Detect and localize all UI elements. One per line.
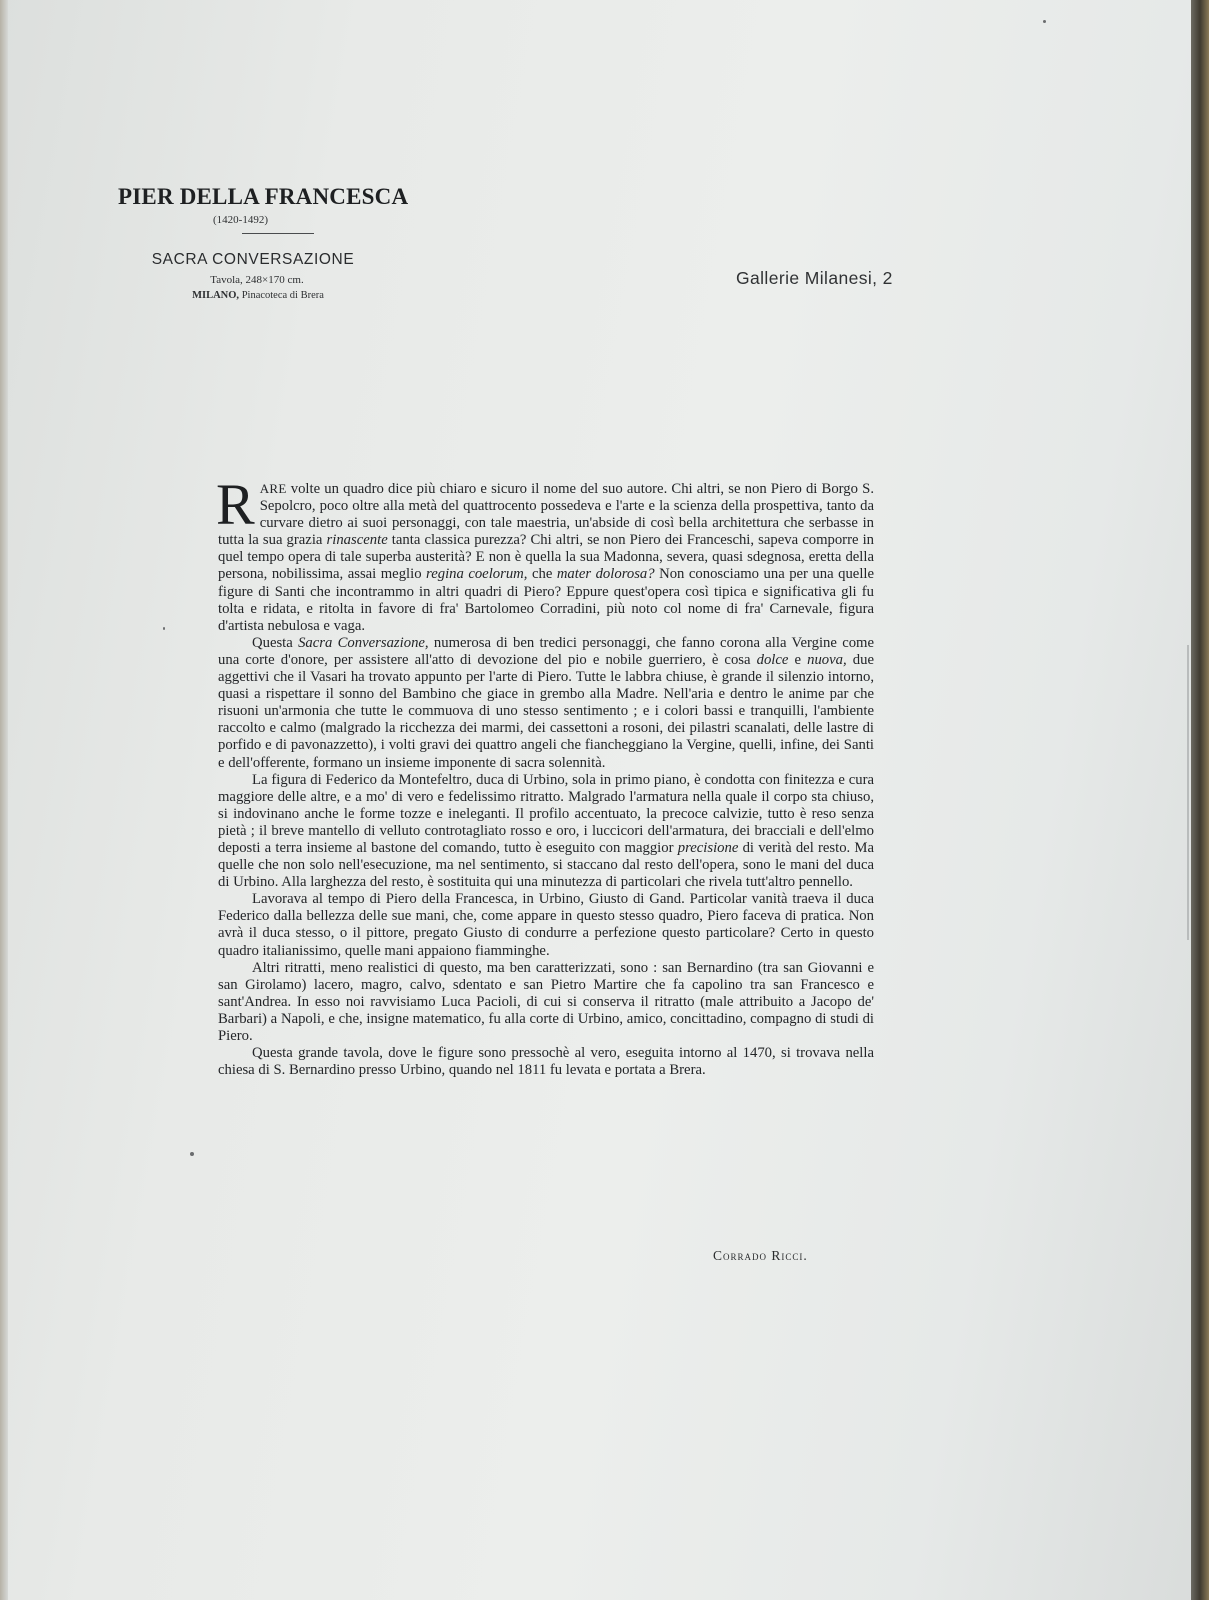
- text-run: Non conosciamo una per una quelle figure di Santi che incontrammo in altri quadri di Piero? Eppure quest'opera così tipica e significativa gli fu tolta e ridata, e ritolta in favore di fra' Bartolomeo Corradini, più noto col nome di fra' Carnevale, figura d'artista nebulosa e vaga.: [218, 566, 875, 634]
- text-run: che: [527, 566, 557, 583]
- italic-run: nuova,: [807, 651, 847, 668]
- text-run: Questa: [252, 634, 299, 651]
- text-run: due aggettivi che il Vasari ha trovato appunto per l'arte di Piero. Tutte le labbra chiuse, è grande il silenzio intorno, quasi a rispettare il sonno del Bambino che giace in grembo alla Madre. Nell'aria e dentro le anime par che risuoni un'armonia che tutte le commuova di uno stesso sentimento ; e i colori bassi e tranquilli, l'ambiente raccolto e calmo (malgrado la ricchezza dei marmi, dei cassettoni a rosoni, dei pilastri scanalati, delle lastre di porfido e di pavonazzetto), i volti gravi dei quattro angeli che fiancheggiano la Vergine, quelli, infine, dei Santi e dell'offerente, formano un insieme imponente di sacra solennità.: [218, 651, 874, 771]
- artwork-header: [108, 184, 428, 301]
- header-divider: [242, 233, 314, 234]
- text-run: di verità del resto. Ma quelle che non solo nell'esecuzione, ma nel sentimento, si staccano dal resto dell'opera, sono le mani del duca di Urbino. Alla larghezza del resto, è sostituita qui una minutezza di particolari che rivela tutt'altro pennello.: [218, 839, 875, 891]
- text-run: volte un quadro dice più chiaro e sicuro il nome del suo autore. Chi altri, se non Piero di Borgo S. Sepolcro, poco oltre alla metà del quattrocento possedeva e l'arte e la scienza della prospettiva, tanto da curvare dietro ai suoi personaggi, con tale maestria, un'abside di così bella architettura che serbasse in tutta la sua grazia: [218, 481, 874, 549]
- italic-run: dolce: [756, 651, 789, 668]
- italic-run: mater dolorosa?: [556, 566, 655, 583]
- paragraph-1: [216, 472, 875, 635]
- work-location: [88, 290, 428, 301]
- series-title: Gallerie Milanesi, 2: [736, 268, 893, 288]
- text-run: La figura di Federico da Montefeltro, duca di Urbino, sola in primo piano, è condotta con finitezza e cura maggiore delle altre, e a mo' di vero e fedelissimo ritratto. Malgrado l'armatura nella quale il corpo sta chiuso, si indovinano anche le forme tozze e ineleganti. Il profilo accentuato, la precoce calvizie, tutto è reso senza pietà ; il breve mantello di velluto controtagliato rosso e oro, i luccicori dell'armatura, dei bracciali e dell'elmo deposti a terra insieme al bastone del comando, tutto è eseguito con maggior: [218, 771, 874, 856]
- drop-cap: R: [216, 472, 255, 537]
- author-signature: Corrado Ricci.: [713, 1248, 808, 1263]
- paper-speck: [163, 627, 165, 630]
- italic-run: Sacra Conversazione,: [298, 634, 429, 651]
- paragraph-5: Altri ritratti, meno realistici di questo, ma ben caratterizzati, sono : san Bernardino (tra san Giovanni e san Girolamo) lacero, magro, calvo, sdentato e san Pietro Martire che fa capolino tra san Francesco e sant'Andrea. In esso noi ravvisiamo Luca Pacioli, di cui si conserva il ritratto (male attribuito a Jacopo de' Barbari) a Napoli, e che, insigne matematico, fu alla corte di Urbino, amico, concittadino, compagno di studi di Piero.: [218, 959, 874, 1044]
- artist-name: PIER DELLA FRANCESCA: [118, 184, 409, 209]
- paper-speck: [1043, 20, 1046, 23]
- work-medium: Tavola, 248×170 cm.: [210, 274, 304, 286]
- margin-rule: [1187, 645, 1189, 940]
- book-edge: [1191, 0, 1209, 1600]
- paragraph-3: [218, 772, 874, 892]
- text-run: numerosa di ben tredici personaggi, che fanno corona alla Vergine come una corte d'onore, per assistere all'atto di devozione del pio e nobile guerriero, è cosa: [218, 634, 874, 668]
- paragraph-2: [218, 635, 874, 772]
- text-run: tanta classica purezza? Chi altri, se non Piero dei Franceschi, sapeva comporre in quel tempo opera di tale superba austerità? E non è quella la sua Madonna, severa, quasi sdegnosa, eretta della persona, nobilissima, assai meglio: [218, 532, 874, 583]
- article-body: [216, 472, 875, 1079]
- artist-dates: (1420-1492): [213, 214, 268, 226]
- paragraph-6: Questa grande tavola, dove le figure sono pressochè al vero, eseguita intorno al 1470, si trovava nella chiesa di S. Bernardino presso Urbino, quando nel 1811 fu levata e portata a Brera.: [218, 1045, 874, 1079]
- italic-run: regina coelorum,: [426, 566, 528, 583]
- italic-run: rinascente: [326, 532, 388, 549]
- location-museum: Pinacoteca di Brera: [241, 290, 324, 301]
- paragraph-4: Lavorava al tempo di Piero della Francesca, in Urbino, Giusto di Gand. Particolar vanità traeva il duca Federico dalla bellezza delle sue mani, che, come appare in questo stesso quadro, Piero faceva di pratica. Non avrà il duca stesso, o il pittore, pregato Giusto di condurre a perfezione questo particolare? Certo in questo quadro italianissimo, quelle mani appaiono fiamminghe.: [218, 891, 874, 959]
- paper-speck: [190, 1152, 194, 1156]
- location-city: MILANO,: [192, 290, 240, 301]
- text-run: e: [788, 651, 808, 668]
- opening-small-caps: ARE: [259, 481, 287, 496]
- italic-run: precisione: [677, 839, 739, 856]
- work-title: SACRA CONVERSAZIONE: [151, 251, 355, 268]
- page-left-edge: [0, 0, 8, 1600]
